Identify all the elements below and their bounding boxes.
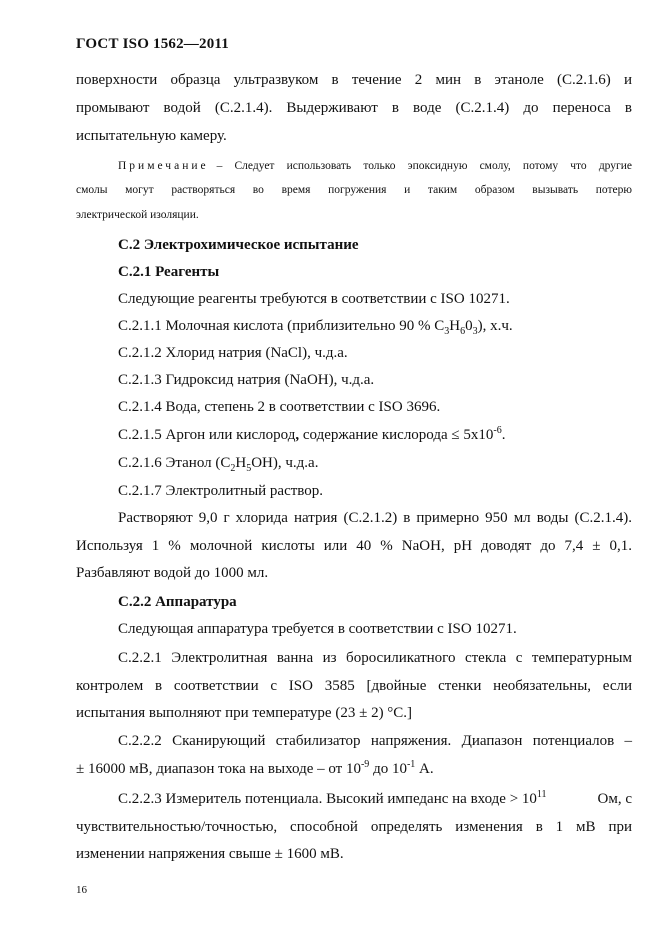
- apparatus-3-line-2: чувствительностью/точностью, способной определять изменения в 1 мВ при: [76, 819, 632, 835]
- apparatus-3-line-3: изменении напряжения свыше ± 1600 мВ.: [76, 846, 344, 862]
- solution-paragraph-line-3: Разбавляют водой до 1000 мл.: [76, 565, 269, 581]
- reagents-intro: Следующие реагенты требуются в соответствии с ISO 10271.: [118, 291, 510, 307]
- section-c2-title: С.2 Электрохимическое испытание: [118, 237, 359, 253]
- page-number: 16: [76, 884, 87, 896]
- intro-line-3: испытательную камеру.: [76, 128, 227, 144]
- reagent-item-3: С.2.1.3 Гидроксид натрия (NaOH), ч.д.а.: [118, 372, 375, 388]
- apparatus-1-line-3: испытания выполняют при температуре (23 ± 2) °С.]: [76, 705, 413, 721]
- intro-line-1: поверхности образца ультразвуком в течение 2 мин в этаноле (С.2.1.6) и: [76, 72, 632, 88]
- reagent-item-2: С.2.1.2 Хлорид натрия (NaCl), ч.д.а.: [118, 345, 348, 361]
- section-c21-title: С.2.1 Реагенты: [118, 264, 220, 280]
- reagent-item-7: С.2.1.7 Электролитный раствор.: [118, 483, 324, 499]
- document-header: ГОСТ ISO 1562—2011: [76, 36, 229, 52]
- apparatus-2-line-2: ± 16000 мВ, диапазон тока на выходе – от $10^{-9}$ до $10^{-1}$ А.: [76, 759, 434, 777]
- note-line-1: [118, 157, 632, 175]
- apparatus-3-line-1: С.2.2.3 Измеритель потенциала. Высокий импеданс на входе > $10^{11}$ Ом, с: [118, 789, 632, 807]
- note-line-2: смолы могут растворяться во время погружения и таким образом вызывать потерю: [76, 184, 632, 196]
- note-text-1: – Следует использовать только эпоксидную смолу, потому что другие: [216, 160, 632, 172]
- apparatus-1-line-1: С.2.2.1 Электролитная ванна из боросиликатного стекла с температурным: [118, 650, 632, 666]
- note-label: Примечание: [118, 160, 209, 172]
- apparatus-1-line-2: контролем в соответствии с ISO 3585 [двойные стенки необязательны, если: [76, 678, 632, 694]
- reagent-item-1: С.2.1.1 Молочная кислота (приблизительно 90 % $С_3H_60_3$), х.ч.: [118, 318, 513, 337]
- reagent-item-5: С.2.1.5 Аргон или кислород, содержание кислорода ≤ $5х10^{-6}$.: [118, 425, 506, 443]
- note-line-3: электрической изоляции.: [76, 209, 199, 221]
- apparatus-intro: Следующая аппаратура требуется в соответствии с ISO 10271.: [118, 621, 517, 637]
- solution-paragraph-line-1: Растворяют 9,0 г хлорида натрия (С.2.1.2) в примерно 950 мл воды (С.2.1.4).: [118, 510, 632, 526]
- reagent-item-4: С.2.1.4 Вода, степень 2 в соответствии с ISO 3696.: [118, 399, 441, 415]
- section-c22-title: С.2.2 Аппаратура: [118, 594, 237, 610]
- solution-paragraph-line-2: Используя 1 % молочной кислоты или 40 % NaOH, pH доводят до 7,4 ± 0,1.: [76, 538, 632, 554]
- reagent-item-6: С.2.1.6 Этанол $(С_2H_5OH)$, ч.д.а.: [118, 455, 319, 474]
- apparatus-2-line-1: С.2.2.2 Сканирующий стабилизатор напряжения. Диапазон потенциалов –: [118, 733, 632, 749]
- intro-line-2: промывают водой (С.2.1.4). Выдерживают в воде (С.2.1.4) до переноса в: [76, 100, 632, 116]
